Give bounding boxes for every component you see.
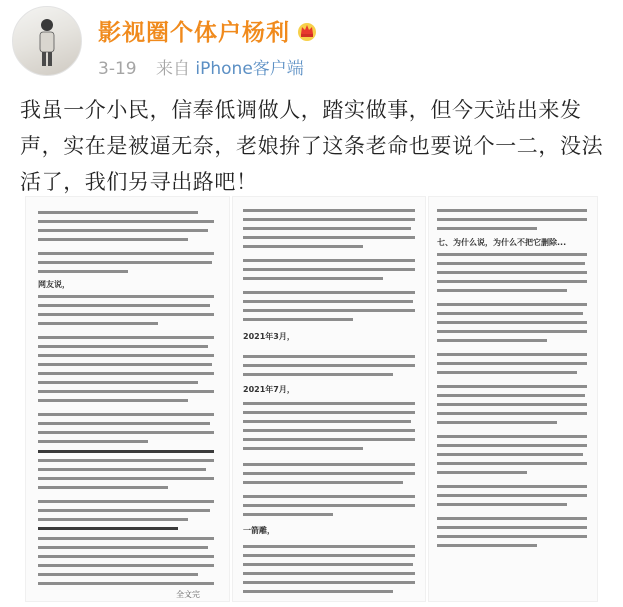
source-app-link[interactable]: iPhone客户端 [195,59,304,79]
image-1-text-lines [26,197,229,601]
avatar[interactable] [12,6,82,76]
post-text: 我虽一介小民，信奉低调做人，踏实做事，但今天站出来发声，实在是被逼无奈，老娘拚了这条老命也要说个一二，没法活了，我们另寻出路吧！ [20,98,604,194]
account-name[interactable]: 影视圈个体户杨利 [98,20,290,46]
image-2-text-lines [233,197,425,601]
image-3-subhead: 七、为什么说，为什么不把它删除... [437,238,567,247]
attached-image-3[interactable] [428,196,598,602]
avatar-person-figure [35,17,59,67]
account-header [98,14,318,47]
image-3-text-lines [429,197,597,601]
image-2-date-1: 2021年3月， [243,332,295,341]
source-prefix: 来自 [156,59,190,79]
attached-image-1[interactable] [25,196,230,602]
image-1-subhead: 网友说， [38,280,70,289]
crown-icon[interactable] [296,20,318,42]
post-meta [98,54,304,79]
image-1-tail: 全文完 [176,590,200,599]
image-2-heading: 一箭雕， [243,526,275,535]
post-date: 3-19 [98,59,137,79]
image-2-date-2: 2021年7月， [243,385,295,394]
attached-image-2[interactable] [232,196,426,602]
